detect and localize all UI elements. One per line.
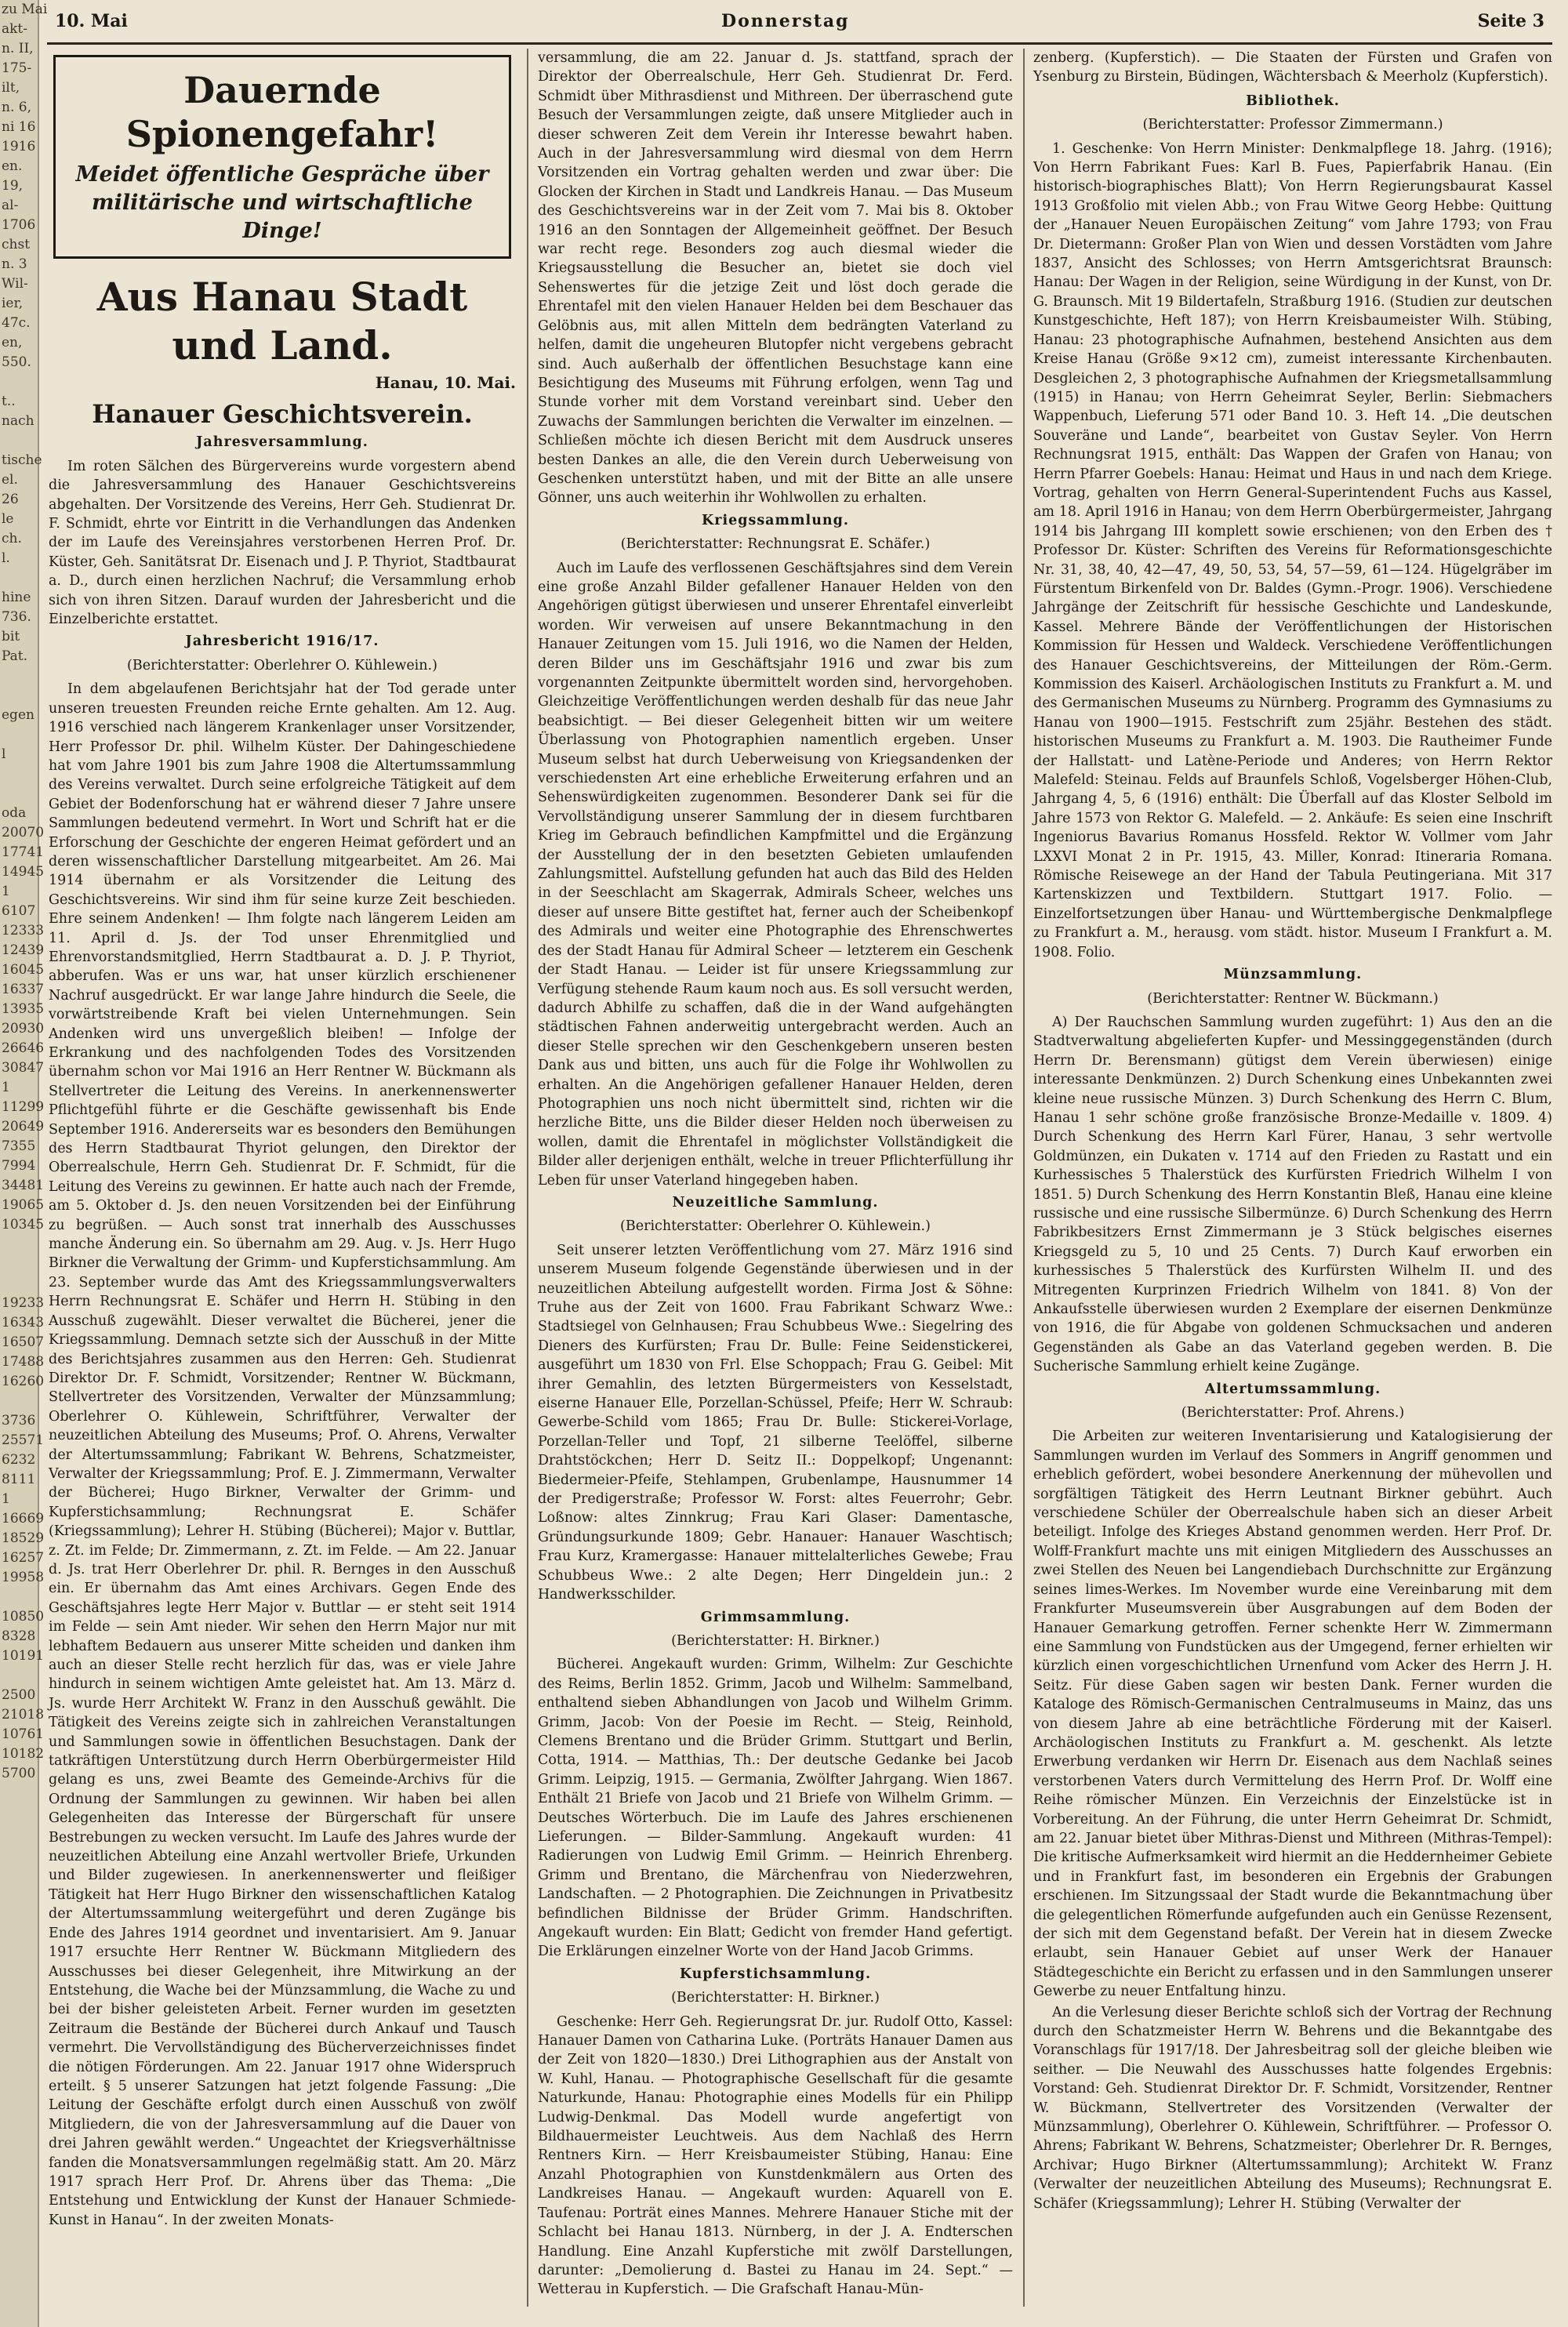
warning-title: Dauernde Spionengefahr!: [125, 69, 439, 155]
margin-fragment: 2500: [2, 1687, 36, 1703]
margin-fragment: 12439: [2, 942, 45, 958]
margin-fragment: n. 3: [2, 256, 27, 272]
margin-fragment: [0, 686, 38, 706]
header-date: 10. Mai: [55, 11, 128, 31]
margin-fragment: 34481: [2, 1178, 45, 1193]
reporter-line: (Berichterstatter: Rentner W. Bückmann.): [1147, 990, 1439, 1007]
margin-fragment: 14945: [2, 864, 45, 880]
article-paragraph: 1. Geschenke: Von Herrn Minister: Denkmalpflege 18. Jahrg. (1916); Von Herrn Fabrikant Fues: Karl B. Fues, Papierfabrik Hanau. (Ein historisch-biographisches Blatt); Von Herrn Regierungsbaurat Kassel 1913 Großfolio mit vielen Abb.; von Frau Witwe Georg Hebbe: Quittung der „Hanauer Neuen Europäischen Zeitung“ vom Jahre 1793; von Frau Dr. Dietermann: Großer Plan von Wien und dessen Vorstädten vom Jahre 1837, Ansicht des Schlosses; von Herrn Amtsgerichtsrat Braunsch: Hanau: Der Wagen in der Religion, seine Würdigung in der Kunst, von Dr. G. Braunsch. Mit 19 Bildertafeln, Straßburg 1916. (Studien zur deutschen Kunstgeschichte, Heft 187); von Herrn Kreisbaumeister Wilh. Stübing, Hanau: 23 photographische Aufnahmen, bestehend Ansichten aus dem Kreise Hanau (Größe 9×12 cm), zumeist interessante Kirchenbauten. Desgleichen 2, 3 photographische Aufnahmen der Kriegsmetallsammlung (1915) in Hanau; von Herrn Geheimrat Seyler, Berlin: Siebmachers Wappenbuch, Lieferung 571 oder Band 10. 3. Heft 14. „Die deutschen Souveräne und Lande“, bearbeitet von Gustav Seyler. Von Herrn Rechnungsrat 1915, enthält: Das Wappen der Grafen von Hanau; von Herrn Pfarrer Goebels: Hanau: Heimat und Haus in und nach dem Kriege. Vortrag, gehalten von Herrn General-Superintendent Fuchs aus Kassel, am 18. April 1916 in Hanau; von dem Herrn Oberbürgermeister, Jahrgang 1914 bis Jahrgang III komplett sowie erschienen; von den Erben des † Professor Dr. Küster: Schriften des Vereins für Reformationsgeschichte Nr. 31, 38, 40, 42—47, 49, 50, 53, 54, 57—59, 61—124. Hügelgräber im Fürstentum Birkenfeld von Dr. Baldes (Gymn.-Progr. 1906). Verschiedene Jahrgänge der Zeitschrift für hessische Geschichte und Landeskunde, Kassel. Mehrere Bände der Veröffentlichungen der Historischen Kommission für Hessen und Waldeck. Verschiedene Veröffentlichungen des Hanauer Geschichtsvereins, der Mitteilungen der Röm.-Germ. Kommission des Kaiserl. Archäologischen Instituts zu Frankfurt a. M. und des Germanischen Museums zu Nürnberg. Programm des Gymnasiums zu Hanau von 1900—1915. Festschrift zum 25jähr. Bestehen des städt. historischen Museums zu Frankfurt a. M. 1903. Die Rautheimer Funde der Hallstatt- und Latène-Periode und Anderes; von Herrn Rektor Malefeld: Steinau. Felds auf Braunfels Schloß, Vogelsberger Höhen-Club, Jahrgang 4, 5, 6 (1916) enthält: Die Überfall auf das Kloster Selbold im Jahre 1573 von Rektor G. Malefeld. — 2. Ankäufe: Es seien eine Inschrift Ingeniorus Bavarius Romanus Hossfeld. Rektor W. Vollmer vom Jahr LXXVI Monat 2 in Pr. 1915, 43. Miller, Konrad: Itineraria Romana. Römische Reisewege an der Hand der Tabula Peutingeriana. Mit 317 Kartenskizzen und Textbildern. Stuttgart 1917. Folio. — Einzelfortsetzungen über Hanau- und Württembergische Denkmalpflege zu Frankfurt a. M., herausg. vom städt. histor. Museum I Frankfurt a. M. 1908. Folio.: [1033, 140, 1552, 960]
margin-fragment: 26646: [2, 1040, 45, 1056]
margin-fragment: 18529: [2, 1530, 45, 1546]
margin-fragment: [0, 1254, 38, 1274]
margin-fragment: chst: [2, 237, 31, 252]
article-paragraph: Auch im Laufe des verflossenen Geschäftsjahres sind dem Verein eine große Anzahl Bilder gefallener Hanauer Helden von den Angehörigen gütigst überwiesen und unserer Ehrentafel einverleibt worden. Wir verweisen auf unsere Bekanntmachung in den Hanauer Zeitungen vom 15. Juli 1916, wo die Namen der Helden, deren Bilder uns im Geschäftsjahr 1916 und zwar bis zum vorgenannten Zeitpunkte übermittelt worden sind, hervorgehoben. Gleichzeitige Veröffentlichungen werden deshalb für das neue Jahr beabsichtigt. — Bei dieser Gelegenheit bitten wir um weitere Überlassung von Photographien namentlich ergeben. Unser Museum selbst hat durch Ueberweisung von Kriegsandenken der verschiedensten Art eine erhebliche Erweiterung erfahren und an Sehenswürdigkeiten zugenommen. Besonderer Dank sei für die Vervollständigung unserer Sammlung der in diesem furchtbaren Krieg im Gebrauch befindlichen Kampfmittel und die Ergänzung der Ausstellung der in den besetzten Gebieten umlaufenden Zahlungsmittel. Aufstellung gefunden hat auch das Bild des Helden in der Seeschlacht am Skagerrak, Admirals Scheer, welches uns dieser auf unsere Bitte gestiftet hat, ferner auch der Scheibenkopf des Admirals und weiter eine Photographie des Ehrenschwertes des der Stadt Hanau für Admiral Scheer — letzterem ein Geschenk der Stadt Hanau. — Leider ist für unsere Kriegssammlung zur Verfügung stehende Raum kaum noch aus. Es soll versucht werden, dadurch Abhilfe zu schaffen, daß die in der Wand aufgehängten städtischen Fahnen anderweitig untergebracht werden. Auch an dieser Stelle sprechen wir den Geschenkgebern unseren besten Dank aus und bitten, uns auch für die Folge ihr Wohlwollen zu erhalten. An die Angehörigen gefallener Hanauer Helden, deren Photographien uns noch nicht übermittelt sind, richten wir die herzliche Bitte, uns die Bilder dieser Helden noch überweisen zu wollen, damit die Ehrentafel in möglichster Vollständigkeit die Bilder aller derjenigen enthält, welche in treuer Pflichterfüllung ihr Leben für unser Vaterland hingegeben haben.: [538, 560, 1013, 1189]
column-rule: [527, 49, 528, 2307]
margin-fragment: [0, 784, 38, 804]
margin-fragment: 20649: [2, 1119, 45, 1134]
report-heading: Jahresbericht 1916/17.: [185, 633, 379, 650]
warning-subtitle: Meidet öffentliche Gespräche über militärische und wirtschaftliche Dinge!: [75, 162, 489, 243]
margin-fragment: 6232: [2, 1452, 36, 1468]
margin-fragment: 16045: [2, 962, 45, 978]
margin-fragment: 1: [2, 1080, 10, 1095]
article-paragraph: Geschenke: Herr Geh. Regierungsrat Dr. jur. Rudolf Otto, Kassel: Hanauer Damen von Catharina Luke. (Porträts Hanauer Damen aus der Zeit von 1820—1830.) Drei Lithographien aus der Anstalt von W. Kuhl, Hanau. — Photographische Gesellschaft für die gesamte Naturkunde, Hanau: Photographie eines Modells für ein Philipp Ludwig-Denkmal. Das Modell wurde angefertigt von Bildhauermeister Leuchtweis. Aus dem Nachlaß des Herrn Rentners Kirn. — Herr Kreisbaumeister Stübing, Hanau: Eine Anzahl Photographien von Kunstdenkmälern aus Orten des Landkreises Hanau. — Angekauft wurden: Aquarell von E. Taufenau: Porträt eines Mannes. Mehrere Hanauer Stiche mit der Schlacht bei Hanau 1813. Nürnberg, in der J. A. Endterschen Handlung. Eine Anzahl Kupferstiche mit zwölf Darstellungen, darunter: „Demolierung d. Bastei zu Hanau im 24. Sept.“ — Wetterau in Kupferstich. — Die Grafschaft Hanau-Mün-: [538, 2013, 1013, 2298]
margin-fragment: [0, 1666, 38, 1686]
margin-fragment: ch.: [2, 531, 22, 546]
margin-fragment: [0, 666, 38, 686]
margin-fragment: oda: [2, 805, 27, 821]
reporter-line: (Berichterstatter: H. Birkner.): [671, 1632, 880, 1649]
article-paragraph: versammlung, die am 22. Januar d. Js. stattfand, sprach der Direktor der Oberrealschule, Herr Geh. Studienrat Dr. Ferd. Schmidt über Mithrasdienst und Mithreen. Der überraschend gute Besuch der Versammlungen zeigte, daß unsere Mitglieder auch in dieser schweren Zeit dem Verein ihr Interesse bewahrt haben. Auch in der Jahresversammlung wird diesmal von dem Herrn Vorsitzenden ein Vortrag gehalten werden und zwar über: Die Glocken der Kirchen in Stadt und Landkreis Hanau. — Das Museum des Geschichtsvereins war in der Zeit vom 7. Mai bis 8. Oktober 1916 an den Sonntagen der Allgemeinheit geöffnet. Der Besuch war recht rege. Besonders zog auch diesmal wieder die Kriegsausstellung die Besucher an, bietet sie doch viel Sehenswertes für die jetzige Zeit und löst doch gerade die Ehrentafel mit den vielen Hanauer Helden bei dem Beschauer das Gelöbnis aus, mit allen Mitteln dem bedrängten Vaterland zu helfen, damit die ungeheuren Blutopfer nicht vergebens gebracht sind. Auch außerhalb der öffentlichen Besuchstage kann eine Besichtigung des Museums mit Führung erfolgen, wenn Tag und Stunde vorher mit dem Vorstand vereinbart sind. Ueber den Zuwachs der Sammlungen berichten die Verwalter im einzelnen. — Schließen möchte ich diesen Bericht mit dem Ausdruck unseres besten Dankes an alle, die den Verein durch Ueberweisung von Geschenken unterstützt haben, und mit der Bitte an alle unsere Gönner, uns auch weiterhin ihr Wohlwollen zu erhalten.: [538, 50, 1013, 506]
margin-fragment: [0, 764, 38, 784]
margin-fragment: 25571: [2, 1432, 45, 1448]
margin-fragment: 19233: [2, 1295, 45, 1311]
margin-fragment: 26: [2, 492, 19, 507]
article-paragraph: Im roten Sälchen des Bürgervereins wurde vorgestern abend die Jahresversammlung des Hanauer Geschichtsvereins abgehalten. Der Vorsitzende des Vereins, Herr Geh. Studienrat Dr. F. Schmidt, ehrte vor Eintritt in die Verhandlungen das Andenken der im Laufe des Vereinsjahres verstorbenen Herren Prof. Dr. Küster, Geh. Sanitätsrat Dr. Eisenach und J. P. Thyriot, Stadtbaurat a. D., durch einen herzlichen Nachruf; die Versammlung erhob sich von ihren Sitzen. Darauf wurden der Jahresbericht und die Einzelberichte erstattet.: [49, 458, 516, 628]
margin-fragment: 19958: [2, 1570, 45, 1585]
report-heading: Neuzeitliche Sammlung.: [672, 1194, 879, 1211]
article-paragraph: Die Arbeiten zur weiteren Inventarisierung und Katalogisierung der Sammlungen wurden im Verlauf des Sommers in Angriff genommen und erheblich gefördert, wobei besondere Anerkennung der mühevollen und sorgfältigen Tätigkeit des Herrn Leutnant Birkner gebührt. Auch verschiedene Schüler der Oberrealschule haben sich an dieser Arbeit beteiligt. Infolge des Krieges Abstand genommen werden. Herr Prof. Dr. Wolff-Frankfurt machte uns mit einigen Mitgliedern des Ausschusses an zwei Stellen des Neuen bei Langendiebach Durchschnitte zur Ergänzung seines limes-Werkes. Im November wurde eine Vereinbarung mit dem Frankfurter Museumsverein über Ausgrabungen auf dem Boden der Hanauer Gemarkung getroffen. Ferner schenkte Herr W. Zimmermann eine Sammlung von Fundstücken aus der Umgegend, ferner erhielten wir kürzlich einen vorgeschichtlichen Urnenfund vom Acker des Herrn J. H. Seitz. Für diese Gaben sagen wir besten Dank. Ferner wurden die Kataloge des Römisch-Germanischen Centralmuseums in Mainz, das uns von diesem Jahre ab eine beträchtliche Förderung mit der Kaiserl. Archäologischen Instituts zu Frankfurt a. M. geschenkt. Als letzte Erwerbung verdanken wir Herrn Dr. Eisenach aus dem Nachlaß seines verstorbenen Vaters durch Vermittelung des Herrn Prof. Dr. Wolff eine Reihe römischer Münzen. Ein Verzeichnis der Einzelstücke ist in Vorbereitung. An der Führung, die unter Herrn Geheimrat Dr. Schmidt, am 22. Januar bietet über Mithras-Dienst und Mithreen (Mithras-Tempel): Die kritische Aufmerksamkeit wird hiermit an die Heddernheimer Gebiete und in Frankfurt fast, im besonderen ein Ergebnis der Grabungen erschienen. Im Sitzungssaal der Stadt wurde die Bekanntmachung über die gelegentlichen Römerfunde aufgefunden auch ein Genüsse Rezensent, der sich mit dem Gegenstand befaßt. Der Verein hat in diesem Zwecke erlaubt, sein Hanauer Gebiet auf unser Werk der Hanauer Städtegeschichte ein Bericht zu erfassen und in den Sammlungen unserer Gewerbe zu neuer Entfaltung hinzu.: [1033, 1429, 1552, 2000]
reporter-line: (Berichterstatter: Oberlehrer O. Kühlewein.): [127, 657, 437, 673]
left-margin-column: [0, 0, 48, 2327]
margin-fragment: 11299: [2, 1099, 45, 1115]
report-heading: Münzsammlung.: [1223, 967, 1363, 983]
margin-fragment: al-: [2, 198, 19, 213]
margin-fragment: 17741: [2, 844, 45, 860]
article-paragraph: zenberg. (Kupferstich). — Die Staaten der Fürsten und Grafen von Ysenburg zu Birstein, Büdingen, Wächtersbach & Meerholz (Kupferstich).: [1033, 50, 1552, 85]
margin-fragment: 175-: [2, 60, 32, 76]
margin-fragment: ier,: [2, 296, 24, 311]
column-3: [1033, 49, 1552, 2215]
margin-fragment: 10850: [2, 1609, 45, 1625]
margin-fragment: [0, 431, 38, 451]
header-page-number: Seite 3: [1477, 11, 1544, 31]
margin-fragment: 8111: [2, 1472, 36, 1487]
margin-fragment: 13935: [2, 1001, 45, 1017]
margin-fragment: ilt,: [2, 80, 20, 96]
report-heading: Altertumssammlung.: [1204, 1381, 1381, 1397]
margin-fragment: 7355: [2, 1138, 36, 1154]
margin-fragment: akt-: [2, 21, 28, 37]
article-headline: Hanauer Geschichtsverein.: [92, 399, 473, 430]
margin-fragment: 1706: [2, 217, 36, 233]
margin-fragment: 550.: [2, 354, 31, 370]
margin-fragment: 10182: [2, 1746, 45, 1762]
reporter-line: (Berichterstatter: Oberlehrer O. Kühlewein.): [620, 1218, 931, 1235]
margin-fragment: n. II,: [2, 41, 34, 56]
article-paragraph: An die Verlesung dieser Berichte schloß sich der Vortrag der Rechnung durch den Schatzmeister Herrn W. Behrens und die Bekanntgabe des Voranschlags für 1917/18. Der Jahresbeitrag soll der gleiche bleiben wie seither. — Die Neuwahl des Ausschusses hatte folgendes Ergebnis: Vorstand: Geh. Studienrat Direktor Dr. F. Schmidt, Vorsitzender, Rentner W. Bückmann, Stellvertreter des Vorsitzenden (Verwalter der Münzsammlung), Oberlehrer O. Kühlewein, Schriftführer. — Professor O. Ahrens; Fabrikant W. Behrens, Schatzmeister; Oberlehrer Dr. R. Bernges, Archivar; Hugo Birkner (Altertumssammlung); Architekt W. Franz (Verwalter der neuzeitlichen Abteilung des Museums); Rechnungsrat E. Schäfer (Kriegssammlung); Lehrer H. Stübing (Verwalter der: [1033, 2004, 1552, 2212]
column-1: [49, 49, 516, 2231]
report-heading: Grimmsammlung.: [700, 1609, 851, 1625]
margin-fragment: [0, 1235, 38, 1254]
margin-fragment: 19,: [2, 178, 24, 194]
margin-fragment: 20930: [2, 1021, 45, 1036]
margin-fragment: [0, 372, 38, 392]
margin-fragment: en,: [2, 335, 23, 350]
report-heading: Kriegssammlung.: [702, 512, 849, 528]
warning-box: [53, 55, 511, 259]
margin-fragment: 5700: [2, 1766, 36, 1781]
column-2: [538, 49, 1013, 2301]
report-heading: Kupferstichsammlung.: [679, 1966, 872, 1982]
reporter-line: (Berichterstatter: H. Birkner.): [671, 1990, 880, 2006]
margin-fragment: 1: [2, 1491, 10, 1507]
page-header: [47, 5, 1552, 45]
margin-fragment: zu Mai: [2, 2, 48, 17]
section-masthead: Aus Hanau Stadt und Land.: [96, 274, 468, 368]
margin-fragment: bit: [2, 629, 20, 644]
margin-fragment: t..: [2, 394, 16, 409]
margin-fragment: 16343: [2, 1315, 45, 1330]
margin-fragment: en.: [2, 158, 23, 174]
margin-fragment: 7994: [2, 1158, 36, 1174]
article-paragraph: A) Der Rauchschen Sammlung wurden zugeführt: 1) Aus den an die Stadtverwaltung abgelieferten Kupfer- und Messinggegenständen (durch Herrn Dr. Berensmann) gütigst dem Verein überwiesen) einige interessante Denkmünzen. 2) Durch Schenkung eines Unbekannten zwei kleine neue russische Münzen. 3) Durch Schenkung des Herrn C. Blum, Hanau 1 sehr schöne große französische Bronze-Medaille v. 1809. 4) Durch Schenkung des Herrn Karl Fürer, Hanau, 3 sehr wertvolle Goldmünzen, ein Dukaten v. 1714 auf den Frieden zu Rastatt und ein Kurhessisches 5 Thalerstück des Kurfürsten Friedrich Wilhelm I von 1851. 5) Durch Schenkung des Herrn Konstantin Bleß, Hanau eine kleine russische und eine russische Silbermünze. 6) Durch Schenkung des Herrn Fabrikbesitzers Ernst Zimmermann je 3 Stück belgisches eisernes Kriegsgeld zu 5, 10 und 25 Cents. 7) Durch Kauf erworben ein kurhessisches 5 Thalerstück des Kurfürsten Wilhelm II. und des Mitregenten Kurprinzen Friedrich Wilhelm von 1841. 8) Von der Ankaufsstelle überwiesen wurden 2 Exemplare der eisernen Denkmünze von 1916, die für Abgabe von goldenen Schmucksachen und anderen Gegenständen als Gabe an das Vaterland gegeben werden. B. Die Sucherische Sammlung erhielt keine Zugänge.: [1033, 1014, 1552, 1375]
margin-fragment: 1916: [2, 139, 36, 154]
margin-fragment: 47c.: [2, 315, 31, 331]
margin-fragment: 3736: [2, 1413, 36, 1429]
margin-fragment: [0, 1588, 38, 1607]
dateline: Hanau, 10. Mai.: [375, 373, 516, 392]
margin-fragment: 16337: [2, 982, 45, 997]
margin-fragment: n. 6,: [2, 100, 31, 115]
margin-fragment: ni 16: [2, 119, 36, 135]
margin-fragment: Wil-: [2, 276, 28, 292]
header-weekday: Donnerstag: [721, 11, 850, 31]
margin-fragment: 10761: [2, 1726, 45, 1742]
article-paragraph: Bücherei. Angekauft wurden: Grimm, Wilhelm: Zur Geschichte des Reims, Berlin 1852. Grimm, Jacob und Wilhelm: Sammelband, enthaltend sieben Abhandlungen von Jacob und Wilhelm Grimm. Grimm, Jacob: Von der Poesie im Recht. — Steig, Reinhold, Clemens Brentano und die Brüder Grimm. Stuttgart und Berlin, Cotta, 1914. — Matthias, Th.: Der deutsche Gedanke bei Jacob Grimm. Leipzig, 1915. — Germania, Zwölfter Jahrgang. Wien 1867. Enthält 21 Briefe von Jacob und 21 Briefe von Wilhelm Grimm. — Deutsches Wörterbuch. Die im Laufe des Jahres erschienenen Lieferungen. — Bilder-Sammlung. Angekauft wurden: 41 Radierungen von Ludwig Emil Grimm. — Heinrich Ehrenberg. Grimm und Brentano, die Märchenfrau von Niederzwehren, Landschaften. — 2 Photographien. Die Zeichnungen in Privatbesitz befindlichen Bildnisse der Brüder Grimm. Handschriften. Angekauft wurden: Ein Blatt; Gedicht von fremder Hand gefertigt. Die Erklärungen einzelner Worte von der Hand Jacob Grimms.: [538, 1657, 1013, 1960]
margin-fragment: 19065: [2, 1197, 45, 1213]
margin-fragment: egen: [2, 707, 34, 723]
reporter-line: (Berichterstatter: Professor Zimmermann.): [1142, 117, 1443, 133]
report-heading: Bibliothek.: [1246, 93, 1340, 109]
margin-fragment: 17488: [2, 1354, 45, 1370]
margin-fragment: el.: [2, 472, 18, 488]
margin-fragment: 8328: [2, 1628, 36, 1644]
margin-fragment: 21018: [2, 1707, 45, 1723]
margin-fragment: 30847: [2, 1060, 45, 1076]
margin-fragment: 1: [2, 884, 10, 899]
margin-fragment: [0, 568, 38, 588]
article-paragraph: Seit unserer letzten Veröffentlichung vom 27. März 1916 sind unserem Museum folgende Gegenstände überwiesen und in der neuzeitlichen Abteilung aufgestellt worden. Firma Jost & Söhne: Truhe aus der Zeit von 1600. Frau Fabrikant Schwarz Wwe.: Stadtsiegel von Gelnhausen; Frau Schubbeus Wwe.: Siegelring des Dieners des Kurfürsten; Frau Dr. Bulle: Feine Seidenstickerei, ausgeführt um 1830 von Frl. Else Schoppach; Frau G. Geibel: Mit ihrer Gemahlin, des letzten Bürgermeisters von Kesselstadt, eiserne Hanauer Elle, Porzellan-Schüssel, Pfeife; Herr W. Schraub: Gewerbe-Schild vom 1865; Frau Dr. Bulle: Stickerei-Vorlage, Porzellan-Teller und Topf, 21 silberne Teelöffel, silberne Drahtstöckchen; Herr D. Seitz II.: Doppelkopf; Ungenannt: Biedermeier-Pfeife, Stehlampen, Grubenlampe, Hausnummer 14 der Predigerstraße; Professor W. Forst: altes Feuerrohr; Gebr. Loßnow: altes Zinnkrug; Frau Kari Glaser: Damentasche, Gründungsurkunde 1809; Gebr. Hanauer: Hanauer Waschtisch; Frau Kurz, Kramergasse: Hanauer mittelalterliches Gewebe; Frau Schubbeus Wwe.: 2 alte Degen; Herr Dingeldein jun.: 2 Handwerksschilder.: [538, 1242, 1013, 1603]
margin-fragment: 16507: [2, 1334, 45, 1350]
margin-fragment: Pat.: [2, 648, 28, 664]
margin-fragment: 16669: [2, 1511, 45, 1527]
margin-fragment: le: [2, 511, 14, 527]
reporter-line: (Berichterstatter: Rechnungsrat E. Schäfer.): [620, 536, 931, 553]
margin-fragment: hine: [2, 590, 31, 605]
margin-fragment: l.: [2, 550, 10, 566]
reporter-line: (Berichterstatter: Prof. Ahrens.): [1181, 1405, 1405, 1421]
margin-fragment: 736.: [2, 609, 31, 625]
margin-fragment: tische: [2, 452, 42, 468]
margin-fragment: 16257: [2, 1550, 45, 1566]
margin-fragment: 6107: [2, 903, 36, 919]
margin-fragment: 10345: [2, 1217, 45, 1232]
article-subheadline: Jahresversammlung.: [196, 434, 368, 451]
margin-fragment: l: [2, 746, 6, 762]
margin-fragment: 12333: [2, 923, 45, 938]
margin-fragment: [0, 1274, 38, 1294]
article-paragraph: In dem abgelaufenen Berichtsjahr hat der Tod gerade unter unseren treuesten Freunden reiche Ernte gehalten. Am 12. Aug. 1916 verschied nach längerem Krankenlager unser Vorsitzender, Herr Professor Dr. phil. Wilhelm Küster. Der Dahingeschiedene hat vom Jahre 1901 bis zum Jahre 1908 die Altertumssammlung des Vereins verwaltet. Durch seine erfolgreiche Tätigkeit auf dem Gebiet der Bodenforschung hat er während dieser 7 Jahre unsere Sammlungen bedeutend vermehrt. In Wort und Schrift hat er die Erforschung der Geschichte der engeren Heimat gefördert und an deren wissenschaftlicher Darstellung mitgearbeitet. Am 26. Mai 1914 übernahm er als Vorsitzender die Leitung des Geschichtsvereins. Wir sind ihm für seine kurze Zeit beschieden. Ehre seinem Andenken! — Ihm folgte nach längerem Leiden am 11. April d. Js. der Tod unser Ehrenmitglied und Ehrenvorstandsmitglied, Herrn Stadtbaurat a. D. J. P. Thyriot, abberufen. Was er uns war, hat unser kürzlich erschienener Nachruf ausgedrückt. Er war lange Jahre hindurch die Seele, die vorwärtstreibende Kraft bei vielen Unternehmungen. Sein Andenken wird uns unvergeßlich bleiben! — Infolge der Erkrankung und des nachfolgenden Todes des Vorsitzenden übernahm schon vor Mai 1916 an Herr Rentner W. Bückmann als Stellvertreter die Leitung des Vereins. In anerkennenswerter Pflichtgefühl führte er die Geschäfte gewissenhaft bis Ende September 1916. Andererseits war es besonders den Bemühungen des Herrn Stadtbaurat Thyriot gelungen, den Direktor der Oberrealschule, Herrn Geh. Studienrat Dr. F. Schmidt, für die Leitung des Vereins zu gewinnen. Er hatte auch nach der Fremde, am 5. Oktober d. Js. den neuen Vorsitzenden bei der Einführung zu begrüßen. — Auch sonst trat innerhalb des Ausschusses manche Änderung ein. So übernahm am 29. Aug. v. Js. Herr Hugo Birkner die Verwaltung der Grimm- und Kupferstichsammlung. Am 23. September wurde das Amt des Kriegssammlungsverwalters Herrn Rechnungsrat E. Schäfer und Herrn H. Stübing in den Ausschuß zugewählt. Dieser verwaltet die Bücherei, jener die Kriegssammlung. Demnach setzte sich der Ausschuß in der Mitte des Berichtsjahres zusammen aus den Herren: Geh. Studienrat Direktor Dr. F. Schmidt, Vorsitzender; Rentner W. Bückmann, Stellvertreter des Vorsitzenden, Verwalter der Münzsammlung; Oberlehrer O. Kühlewein, Schriftführer, Verwalter der neuzeitlichen Abteilung des Museums; Prof. O. Ahrens, Verwalter der Altertumssammlung; Fabrikant W. Behrens, Schatzmeister, Verwalter der Kriegssammlung; Prof. E. J. Zimmermann, Verwalter der Bücherei; Hugo Birkner, Verwalter der Grimm- und Kupferstichsammlung; Rechnungsrat E. Schäfer (Kriegssammlung); Lehrer H. Stübing (Bücherei); Major v. Buttlar, z. Zt. im Felde; Dr. Zimmermann, z. Zt. im Felde. — Am 22. Januar d. Js. trat Herr Oberlehrer Dr. phil. R. Bernges in den Ausschuß ein. Er übernahm das Amt eines Archivars. Gegen Ende des Geschäftsjahres legte Herr Major v. Buttlar — er steht seit 1914 im Felde — sein Amt nieder. Wir sehen den Herrn Major nur mit lebhaftem Bedauern aus unserer Mitte scheiden und danken ihm auch an dieser Stelle recht herzlich für das, was er viele Jahre hindurch in seinem wichtigen Amte geleistet hat. Am 13. März d. Js. wurde Herr Architekt W. Franz in den Ausschuß gewählt. Die Tätigkeit des Vereins zeigte sich in zahlreichen Veranstaltungen und Sammlungen sowie in öffentlichen Besuchstagen. Dank der tatkräftigen Unterstützung durch Herrn Oberbürgermeister Hild gelang es uns, zwei Beamte des Gemeinde-Archivs für die Ordnung der Sammlungen zu gewinnen. Wir haben bei allen Gelegenheiten das Interesse der Bürgerschaft für unsere Bestrebungen zu wecken versucht. Im Laufe des Jahres wurde der neuzeitlichen Abteilung eine Anzahl wertvoller Briefe, Urkunden und Bilder zugewiesen. In anerkennenswerter und fleißiger Tätigkeit hat Herr Hugo Birkner den wissenschaftlichen Katalog der Altertumssammlung weitergeführt und deren Zugänge bis Ende des Jahres 1914 geordnet und inventarisiert. Am 9. Januar 1917 ersuchte Herr Rentner W. Bückmann Mitgliedern des Ausschusses bei dieser Gelegenheit, ihre Mitwirkung an der Entstehung, die Wache bei der Münzsammlung, die Wache zu und bei der bisher geleisteten Arbeit. Ferner wurden im gesetzten Zeitraum die Bestände der Bücherei durch Ankauf und Tausch vermehrt. Die Vervollständigung des Bücherverzeichnisses findet die nötigen Förderungen. Am 22. Januar 1917 ohne Widerspruch erteilt. § 5 unserer Satzungen hat jetzt folgende Fassung: „Die Leitung der Geschäfte erfolgt durch einen Ausschuß von zwölf Mitgliedern, die von der Jahresversammlung auf die Dauer von drei Jahren gewählt werden.“ Ungeachtet der Kriegsverhältnisse fanden die Monatsversammlungen regelmäßig statt. Am 20. März 1917 sprach Herr Prof. Dr. Ahrens über das Thema: „Die Entstehung und Entwicklung der Kunst der Hanauer Schmiede-Kunst in Hanau“. In der zweiten Monats-: [49, 681, 516, 2228]
margin-fragment: [0, 725, 38, 745]
margin-fragment: 20070: [2, 825, 45, 840]
margin-fragment: nach: [2, 413, 34, 429]
margin-fragment: [0, 1392, 38, 1411]
margin-fragment: 10191: [2, 1648, 45, 1664]
margin-fragment: 16260: [2, 1374, 45, 1389]
column-rule: [1023, 49, 1025, 2307]
